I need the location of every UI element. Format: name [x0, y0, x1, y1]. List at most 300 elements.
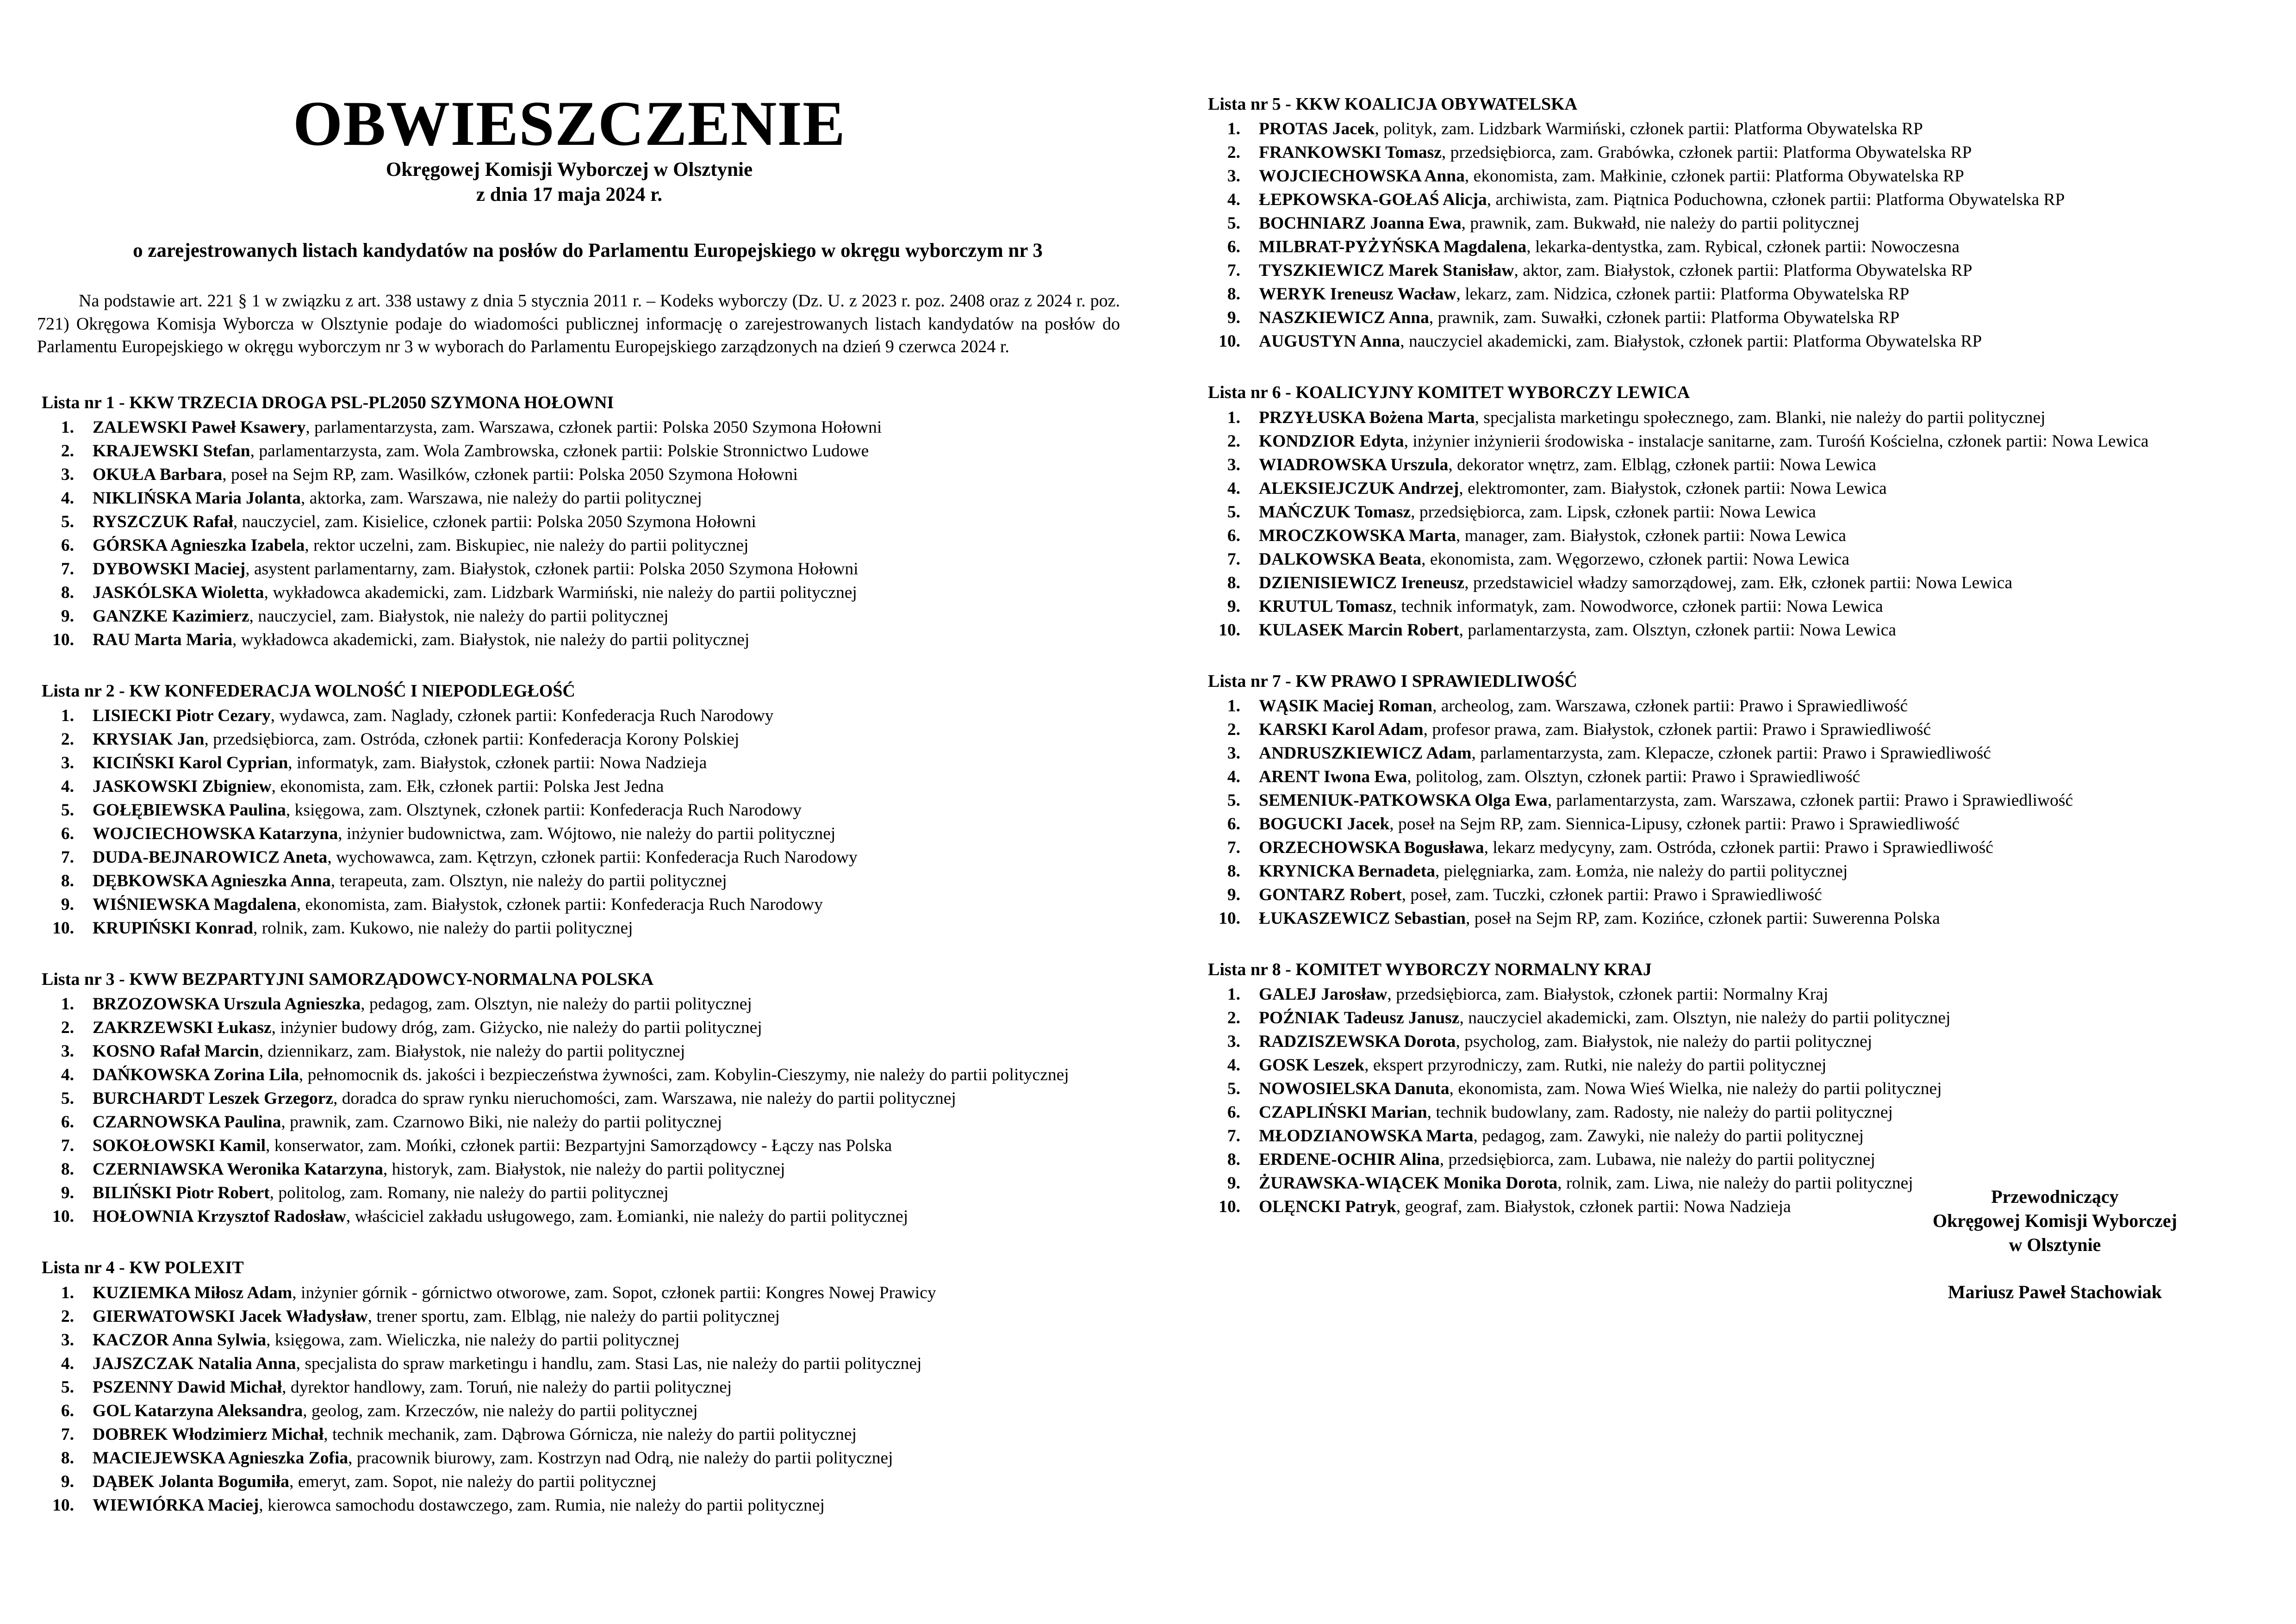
candidate-items [37, 704, 1125, 940]
candidate-name: GALEJ Jarosław [1259, 985, 1388, 1004]
candidate-number: 7. [61, 1425, 74, 1444]
candidate-text [1259, 1124, 2272, 1148]
candidate-number: 5. [1227, 1079, 1240, 1099]
candidate-text [1259, 694, 2272, 718]
candidate-number: 3. [1227, 1032, 1240, 1052]
candidate-number: 10. [1219, 1197, 1240, 1217]
candidate-number: 7. [61, 559, 74, 579]
candidate-name: GANZKE Kazimierz [93, 606, 249, 626]
candidate-name: BOGUCKI Jacek [1259, 814, 1390, 834]
candidate-details: , poseł na Sejm RP, zam. Siennica-Lipusy, członek partii: Prawo i Sprawiedliwość [1389, 814, 1960, 834]
candidate-text [93, 581, 1125, 604]
candidate-text [93, 916, 1125, 940]
list-heading: Lista nr 6 - KOALICYJNY KOMITET WYBORCZY LEWICA [1208, 383, 1690, 403]
candidate-details: , doradca do spraw rynku nieruchomości, zam. Warszawa, nie należy do partii politycznej [333, 1089, 956, 1108]
candidate-name: OKUŁA Barbara [93, 465, 223, 484]
candidate-name: WĄSIK Maciej Roman [1259, 696, 1432, 716]
candidate-text [93, 1063, 1125, 1087]
candidate-details: , manager, zam. Białystok, członek partii: Nowa Lewica [1456, 526, 1846, 545]
candidate-name: ŁUKASZEWICZ Sebastian [1259, 908, 1466, 928]
candidate-details: , wydawca, zam. Naglady, członek partii: Konfederacja Ruch Narodowy [270, 706, 774, 726]
candidate-row [1203, 1030, 2272, 1053]
candidate-number: 1. [1227, 985, 1240, 1004]
candidate-number: 1. [1227, 408, 1240, 427]
candidate-name: SOKOŁOWSKI Kamil [93, 1136, 266, 1156]
candidate-row [1203, 524, 2272, 548]
candidate-details: , pedagog, zam. Zawyki, nie należy do partii politycznej [1473, 1126, 1864, 1146]
candidate-row [1203, 188, 2272, 212]
candidate-row [1203, 330, 2272, 353]
candidate-row [37, 1157, 1125, 1181]
candidate-details: , parlamentarzysta, zam. Warszawa, członek partii: Prawo i Sprawiedliwość [1547, 790, 2073, 810]
candidate-name: RYSZCZUK Rafał [93, 512, 233, 531]
candidate-text [1259, 718, 2272, 741]
candidate-row [37, 1063, 1125, 1087]
candidate-number: 7. [1227, 1126, 1240, 1146]
candidate-name: CZARNOWSKA Paulina [93, 1113, 281, 1132]
candidate-number: 1. [61, 995, 74, 1014]
candidate-text [1259, 330, 2272, 353]
candidate-text [1259, 141, 2272, 164]
candidate-row [1203, 1101, 2272, 1124]
candidate-row [1203, 571, 2272, 595]
candidate-name: DĘBKOWSKA Agnieszka Anna [93, 871, 331, 891]
candidate-number: 7. [1227, 549, 1240, 569]
candidate-text [93, 1281, 1125, 1305]
signature-city: w Olsztynie [2009, 1234, 2101, 1255]
candidate-text [93, 628, 1125, 652]
candidate-details: , polityk, zam. Lidzbark Warmiński, członek partii: Platforma Obywatelska RP [1375, 119, 1923, 139]
candidate-details: , aktorka, zam. Warszawa, nie należy do partii politycznej [301, 488, 702, 508]
candidate-row [37, 1181, 1125, 1205]
candidate-row [37, 1446, 1125, 1470]
candidate-row [1203, 812, 2272, 836]
candidate-text [1259, 453, 2272, 477]
candidate-details: , psycholog, zam. Białystok, nie należy do partii politycznej [1456, 1032, 1873, 1052]
document-subject: o zarejestrowanych listach kandydatów na posłów do Parlamentu Europejskiego w okręgu wyborczym nr 3 [133, 240, 1043, 262]
candidate-text [93, 1352, 1125, 1375]
left-column [37, 90, 1125, 1545]
candidate-text [93, 1446, 1125, 1470]
candidate-name: KOSNO Rafał Marcin [93, 1042, 259, 1061]
candidate-details: , inżynier inżynierii środowiska - instalacje sanitarne, zam. Turośń Kościelna, członek partii: Nowa Lewica [1404, 431, 2149, 451]
right-column [1203, 93, 2272, 1246]
candidate-details: , ekspert przyrodniczy, zam. Rutki, nie należy do partii politycznej [1364, 1056, 1827, 1075]
candidate-name: FRANKOWSKI Tomasz [1259, 143, 1442, 162]
candidate-details: , prawnik, zam. Czarnowo Biki, nie należy do partii politycznej [281, 1113, 722, 1132]
candidate-name: ANDRUSZKIEWICZ Adam [1259, 743, 1472, 763]
candidate-details: , lekarz medycyny, zam. Ostróda, członek partii: Prawo i Sprawiedliwość [1484, 838, 1993, 857]
candidate-row [1203, 1053, 2272, 1077]
candidate-text [93, 604, 1125, 628]
candidate-text [1259, 1030, 2272, 1053]
candidate-name: SEMENIUK-PATKOWSKA Olga Ewa [1259, 790, 1548, 810]
candidate-details: , technik budowlany, zam. Radosty, nie należy do partii politycznej [1427, 1103, 1893, 1122]
candidate-text [93, 1087, 1125, 1110]
candidate-row [1203, 765, 2272, 789]
candidate-details: , przedsiębiorca, zam. Lipsk, członek partii: Nowa Lewica [1411, 502, 1816, 522]
candidate-text [93, 869, 1125, 893]
candidate-text [93, 557, 1125, 581]
candidate-name: WOJCIECHOWSKA Anna [1259, 167, 1465, 186]
candidate-number: 2. [1227, 1008, 1240, 1028]
candidate-row [37, 534, 1125, 557]
candidate-row [37, 846, 1125, 869]
candidate-text [1259, 812, 2272, 836]
candidate-details: , konserwator, zam. Mońki, członek partii: Bezpartyjni Samorządowcy - Łączy nas Polska [266, 1136, 892, 1156]
candidate-items [1203, 406, 2272, 642]
candidate-text [1259, 907, 2272, 930]
candidate-number: 10. [52, 1207, 74, 1226]
candidate-name: BRZOZOWSKA Urszula Agnieszka [93, 995, 361, 1014]
candidate-text [93, 992, 1125, 1016]
candidate-row [37, 1423, 1125, 1446]
candidate-text [1259, 883, 2272, 907]
candidate-details: , przedsiębiorca, zam. Białystok, członek partii: Normalny Kraj [1387, 985, 1829, 1004]
candidate-name: KICIŃSKI Karol Cyprian [93, 753, 288, 773]
candidate-text [1259, 235, 2272, 259]
candidate-text [1259, 765, 2272, 789]
candidate-number: 10. [1219, 908, 1240, 928]
candidate-text [93, 822, 1125, 846]
candidate-row [37, 798, 1125, 822]
candidate-number: 6. [1227, 1103, 1240, 1122]
candidate-number: 8. [61, 583, 74, 602]
candidate-number: 9. [61, 606, 74, 626]
candidate-number: 1. [61, 417, 74, 437]
candidate-number: 8. [61, 1160, 74, 1179]
candidate-text [1259, 595, 2272, 618]
candidate-details: , inżynier budowy dróg, zam. Giżycko, nie należy do partii politycznej [271, 1018, 762, 1038]
candidate-list [1203, 670, 2272, 930]
candidate-number: 4. [61, 1354, 74, 1373]
candidate-name: HOŁOWNIA Krzysztof Radosław [93, 1207, 346, 1226]
candidate-row [1203, 694, 2272, 718]
candidate-list [37, 968, 1125, 1228]
candidate-details: , politolog, zam. Olsztyn, członek partii: Prawo i Sprawiedliwość [1407, 767, 1860, 786]
candidate-number: 2. [1227, 720, 1240, 739]
candidate-text [93, 751, 1125, 775]
candidate-row [37, 439, 1125, 463]
candidate-details: , dziennikarz, zam. Białystok, nie należy do partii politycznej [259, 1042, 685, 1061]
candidate-details: , nauczyciel akademicki, zam. Olsztyn, nie należy do partii politycznej [1459, 1008, 1951, 1028]
candidate-row [1203, 406, 2272, 429]
candidate-text [93, 1423, 1125, 1446]
candidate-details: , archeolog, zam. Warszawa, członek partii: Prawo i Sprawiedliwość [1432, 696, 1908, 716]
candidate-number: 10. [52, 919, 74, 938]
lists-right [1203, 93, 2272, 1219]
candidate-details: , księgowa, zam. Wieliczka, nie należy do partii politycznej [266, 1330, 680, 1350]
candidate-details: , poseł na Sejm RP, zam. Kozińce, członek partii: Suwerenna Polska [1466, 908, 1940, 928]
candidate-number: 3. [1227, 743, 1240, 763]
candidate-list [1203, 93, 2272, 353]
candidate-items [1203, 983, 2272, 1219]
candidate-row [37, 1470, 1125, 1493]
candidate-details: , parlamentarzysta, zam. Klepacze, członek partii: Prawo i Sprawiedliwość [1471, 743, 1991, 763]
candidate-text [1259, 477, 2272, 500]
candidate-number: 3. [1227, 167, 1240, 186]
candidate-row [1203, 453, 2272, 477]
candidate-number: 4. [61, 488, 74, 508]
candidate-number: 6. [1227, 814, 1240, 834]
candidate-items [1203, 117, 2272, 353]
candidate-name: BOCHNIARZ Joanna Ewa [1259, 214, 1462, 233]
candidate-name: GOL Katarzyna Aleksandra [93, 1401, 303, 1420]
candidate-row [37, 581, 1125, 604]
candidate-text [93, 846, 1125, 869]
candidate-details: , przedsiębiorca, zam. Lubawa, nie należy do partii politycznej [1439, 1150, 1875, 1170]
candidate-details: , ekonomista, zam. Nowa Wieś Wielka, nie należy do partii politycznej [1449, 1079, 1942, 1099]
candidate-name: RAU Marta Maria [93, 630, 232, 649]
candidate-items [37, 992, 1125, 1228]
candidate-row [1203, 306, 2272, 330]
candidate-row [1203, 741, 2272, 765]
candidate-items [1203, 694, 2272, 930]
candidate-row [1203, 212, 2272, 235]
candidate-name: DALKOWSKA Beata [1259, 549, 1422, 569]
candidate-name: KRAJEWSKI Stefan [93, 441, 250, 460]
candidate-details: , poseł na Sejm RP, zam. Wasilków, członek partii: Polska 2050 Szymona Hołowni [222, 465, 798, 484]
candidate-number: 4. [61, 777, 74, 796]
candidate-details: , nauczyciel akademicki, zam. Białystok, członek partii: Platforma Obywatelska RP [1400, 332, 1982, 351]
candidate-details: , technik mechanik, zam. Dąbrowa Górnicza, nie należy do partii politycznej [324, 1425, 857, 1444]
candidate-text [93, 1328, 1125, 1352]
candidate-name: JASKOWSKI Zbigniew [93, 777, 272, 796]
candidate-text [1259, 789, 2272, 812]
issuer-line: Okręgowej Komisji Wyborczej w Olsztynie [386, 158, 753, 180]
candidate-name: GOŁĘBIEWSKA Paulina [93, 801, 286, 820]
candidate-name: NOWOSIELSKA Danuta [1259, 1079, 1450, 1099]
list-heading: Lista nr 5 - KKW KOALICJA OBYWATELSKA [1208, 94, 1578, 114]
candidate-number: 4. [1227, 190, 1240, 210]
candidate-text [93, 510, 1125, 534]
candidate-number: 4. [1227, 1056, 1240, 1075]
candidate-text [93, 1181, 1125, 1205]
candidate-row [1203, 282, 2272, 306]
candidate-row [37, 1110, 1125, 1134]
candidate-number: 1. [61, 1283, 74, 1302]
candidate-number: 7. [1227, 838, 1240, 857]
candidate-details: , specjalista do spraw marketingu i handlu, zam. Stasi Las, nie należy do partii politycznej [296, 1354, 922, 1373]
candidate-row [37, 1039, 1125, 1063]
candidate-name: DAŃKOWSKA Zorina Lila [93, 1065, 299, 1085]
candidate-text [93, 1305, 1125, 1328]
candidate-details: , asystent parlamentarny, zam. Białystok, członek partii: Polska 2050 Szymona Hołowni [245, 559, 859, 579]
candidate-details: , elektromonter, zam. Białystok, członek partii: Nowa Lewica [1459, 479, 1887, 498]
candidate-name: JASKÓLSKA Wioletta [93, 583, 264, 602]
candidate-name: ORZECHOWSKA Bogusława [1259, 838, 1484, 857]
candidate-text [93, 704, 1125, 728]
candidate-row [1203, 429, 2272, 453]
candidate-details: , inżynier górnik - górnictwo otworowe, zam. Sopot, członek partii: Kongres Nowej Prawicy [292, 1283, 936, 1302]
candidate-name: WIŚNIEWSKA Magdalena [93, 895, 297, 915]
candidate-text [1259, 548, 2272, 571]
candidate-number: 9. [61, 1472, 74, 1491]
candidate-number: 9. [1227, 597, 1240, 616]
candidate-name: KRYNICKA Bernadeta [1259, 861, 1435, 881]
candidate-list [37, 679, 1125, 940]
candidate-row [1203, 500, 2272, 524]
candidate-number: 6. [61, 1401, 74, 1420]
candidate-text [1259, 1053, 2272, 1077]
candidate-number: 3. [61, 465, 74, 484]
candidate-name: ZALEWSKI Paweł Ksawery [93, 417, 306, 437]
candidate-details: , rolnik, zam. Kukowo, nie należy do partii politycznej [253, 919, 633, 938]
candidate-name: WOJCIECHOWSKA Katarzyna [93, 824, 338, 844]
candidate-row [37, 1087, 1125, 1110]
candidate-number: 3. [61, 753, 74, 773]
list-heading: Lista nr 2 - KW KONFEDERACJA WOLNOŚĆ I NIEPODLEGŁOŚĆ [42, 681, 575, 701]
candidate-number: 2. [61, 730, 74, 749]
candidate-number: 8. [61, 871, 74, 891]
candidate-name: GÓRSKA Agnieszka Izabela [93, 535, 305, 555]
candidate-text [1259, 306, 2272, 330]
candidate-row [1203, 548, 2272, 571]
candidate-row [37, 869, 1125, 893]
candidate-details: , geolog, zam. Krzeczów, nie należy do partii politycznej [303, 1401, 698, 1420]
candidate-details: , lekarka-dentystka, zam. Rybical, członek partii: Nowoczesna [1526, 237, 1960, 257]
list-heading: Lista nr 7 - KW PRAWO I SPRAWIEDLIWOŚĆ [1208, 671, 1577, 691]
candidate-name: AUGUSTYN Anna [1259, 332, 1400, 351]
candidate-number: 9. [1227, 885, 1240, 904]
candidate-number: 1. [1227, 696, 1240, 716]
candidate-details: , wykładowca akademicki, zam. Białystok, nie należy do partii politycznej [232, 630, 750, 649]
document-header [106, 90, 1032, 207]
candidate-details: , kierowca samochodu dostawczego, zam. Rumia, nie należy do partii politycznej [259, 1495, 825, 1515]
candidate-details: , profesor prawa, zam. Białystok, członek partii: Prawo i Sprawiedliwość [1423, 720, 1931, 739]
candidate-details: , pełnomocnik ds. jakości i bezpieczeństwa żywności, zam. Kobylin-Cieszymy, nie należy do partii politycznej [299, 1065, 1069, 1085]
candidate-name: CZAPLIŃSKI Marian [1259, 1103, 1427, 1122]
candidate-number: 10. [52, 1495, 74, 1515]
candidate-row [1203, 117, 2272, 141]
candidate-number: 9. [61, 895, 74, 915]
candidate-name: KRYSIAK Jan [93, 730, 205, 749]
candidate-number: 3. [1227, 455, 1240, 474]
candidate-details: , parlamentarzysta, zam. Warszawa, członek partii: Polska 2050 Szymona Hołowni [305, 417, 882, 437]
candidate-number: 1. [1227, 119, 1240, 139]
candidate-text [1259, 859, 2272, 883]
candidate-text [93, 728, 1125, 751]
candidate-text [1259, 1006, 2272, 1030]
candidate-name: DĄBEK Jolanta Bogumiła [93, 1472, 290, 1491]
candidate-number: 5. [61, 1089, 74, 1108]
candidate-name: ŻURAWSKA-WIĄCEK Monika Dorota [1259, 1174, 1558, 1193]
candidate-row [37, 916, 1125, 940]
candidate-details: , technik informatyk, zam. Nowodworce, członek partii: Nowa Lewica [1392, 597, 1883, 616]
candidate-name: PRZYŁUSKA Bożena Marta [1259, 408, 1475, 427]
candidate-text [93, 1205, 1125, 1228]
candidate-number: 6. [61, 1113, 74, 1132]
candidate-name: BILIŃSKI Piotr Robert [93, 1183, 270, 1203]
candidate-details: , historyk, zam. Białystok, nie należy do partii politycznej [383, 1160, 785, 1179]
candidate-number: 8. [1227, 285, 1240, 304]
signature-person: Mariusz Paweł Stachowiak [1948, 1282, 2162, 1302]
candidate-number: 4. [61, 1065, 74, 1085]
candidate-text [1259, 571, 2272, 595]
candidate-row [1203, 883, 2272, 907]
list-heading: Lista nr 4 - KW POLEXIT [42, 1258, 244, 1278]
candidate-items [37, 416, 1125, 652]
candidate-name: CZERNIAWSKA Weronika Katarzyna [93, 1160, 383, 1179]
candidate-name: ZAKRZEWSKI Łukasz [93, 1018, 272, 1038]
candidate-name: WIADROWSKA Urszula [1259, 455, 1449, 474]
candidate-text [93, 1493, 1125, 1517]
candidate-row [37, 1205, 1125, 1228]
candidate-text [93, 1375, 1125, 1399]
candidate-text [93, 1110, 1125, 1134]
candidate-row [37, 628, 1125, 652]
candidate-text [1259, 836, 2272, 859]
candidate-row [1203, 595, 2272, 618]
candidate-name: MILBRAT-PYŻYŃSKA Magdalena [1259, 237, 1527, 257]
candidate-row [37, 604, 1125, 628]
candidate-text [1259, 741, 2272, 765]
candidate-details: , parlamentarzysta, zam. Wola Zambrowska, członek partii: Polskie Stronnictwo Ludowe [250, 441, 869, 460]
candidate-number: 9. [61, 1183, 74, 1203]
candidate-number: 4. [1227, 767, 1240, 786]
candidate-row [37, 893, 1125, 916]
candidate-details: , pielęgniarka, zam. Łomża, nie należy do partii politycznej [1435, 861, 1848, 881]
candidate-text [1259, 164, 2272, 188]
candidate-number: 10. [1219, 620, 1240, 640]
candidate-details: , lekarz, zam. Nidzica, członek partii: Platforma Obywatelska RP [1456, 285, 1910, 304]
candidate-row [37, 751, 1125, 775]
candidate-text [93, 439, 1125, 463]
candidate-number: 4. [1227, 479, 1240, 498]
candidate-number: 6. [1227, 526, 1240, 545]
candidate-number: 10. [1219, 332, 1240, 351]
candidate-list [37, 1256, 1125, 1517]
candidate-number: 9. [1227, 1174, 1240, 1193]
candidate-name: MAŃCZUK Tomasz [1259, 502, 1411, 522]
candidate-number: 9. [1227, 308, 1240, 328]
candidate-row [37, 1016, 1125, 1039]
candidate-row [37, 775, 1125, 798]
candidate-details: , inżynier budownictwa, zam. Wójtowo, nie należy do partii politycznej [338, 824, 836, 844]
candidate-row [37, 1305, 1125, 1328]
candidate-row [1203, 1006, 2272, 1030]
candidate-number: 7. [61, 1136, 74, 1156]
list-heading: Lista nr 3 - KWW BEZPARTYJNI SAMORZĄDOWCY-NORMALNA POLSKA [42, 970, 654, 989]
candidate-text [1259, 212, 2272, 235]
candidate-details: , parlamentarzysta, zam. Olsztyn, członek partii: Nowa Lewica [1459, 620, 1897, 640]
candidate-row [37, 416, 1125, 439]
candidate-details: , ekonomista, zam. Małkinie, członek partii: Platforma Obywatelska RP [1464, 167, 1964, 186]
candidate-details: , rektor uczelni, zam. Biskupiec, nie należy do partii politycznej [305, 535, 749, 555]
candidate-text [93, 1399, 1125, 1423]
candidate-name: PSZENNY Dawid Michał [93, 1377, 282, 1397]
candidate-text [1259, 429, 2272, 453]
candidate-row [37, 486, 1125, 510]
candidate-name: KRUPIŃSKI Konrad [93, 919, 253, 938]
candidate-name: WIEWIÓRKA Maciej [93, 1495, 259, 1515]
candidate-name: OLĘNCKI Patryk [1259, 1197, 1396, 1217]
candidate-details: , wychowawca, zam. Kętrzyn, członek partii: Konfederacja Ruch Narodowy [327, 848, 858, 867]
candidate-details: , politolog, zam. Romany, nie należy do partii politycznej [269, 1183, 669, 1203]
candidate-row [1203, 1148, 2272, 1171]
candidate-number: 5. [61, 801, 74, 820]
list-heading: Lista nr 8 - KOMITET WYBORCZY NORMALNY KRAJ [1208, 959, 1652, 979]
candidate-name: MACIEJEWSKA Agnieszka Zofia [93, 1448, 348, 1468]
candidate-details: , terapeuta, zam. Olsztyn, nie należy do partii politycznej [330, 871, 727, 891]
candidate-row [1203, 789, 2272, 812]
candidate-name: RADZISZEWSKA Dorota [1259, 1032, 1456, 1052]
candidate-row [37, 1493, 1125, 1517]
candidate-text [93, 463, 1125, 486]
candidate-row [37, 463, 1125, 486]
candidate-name: KARSKI Karol Adam [1259, 720, 1424, 739]
candidate-details: , informatyk, zam. Białystok, członek partii: Nowa Nadzieja [288, 753, 707, 773]
